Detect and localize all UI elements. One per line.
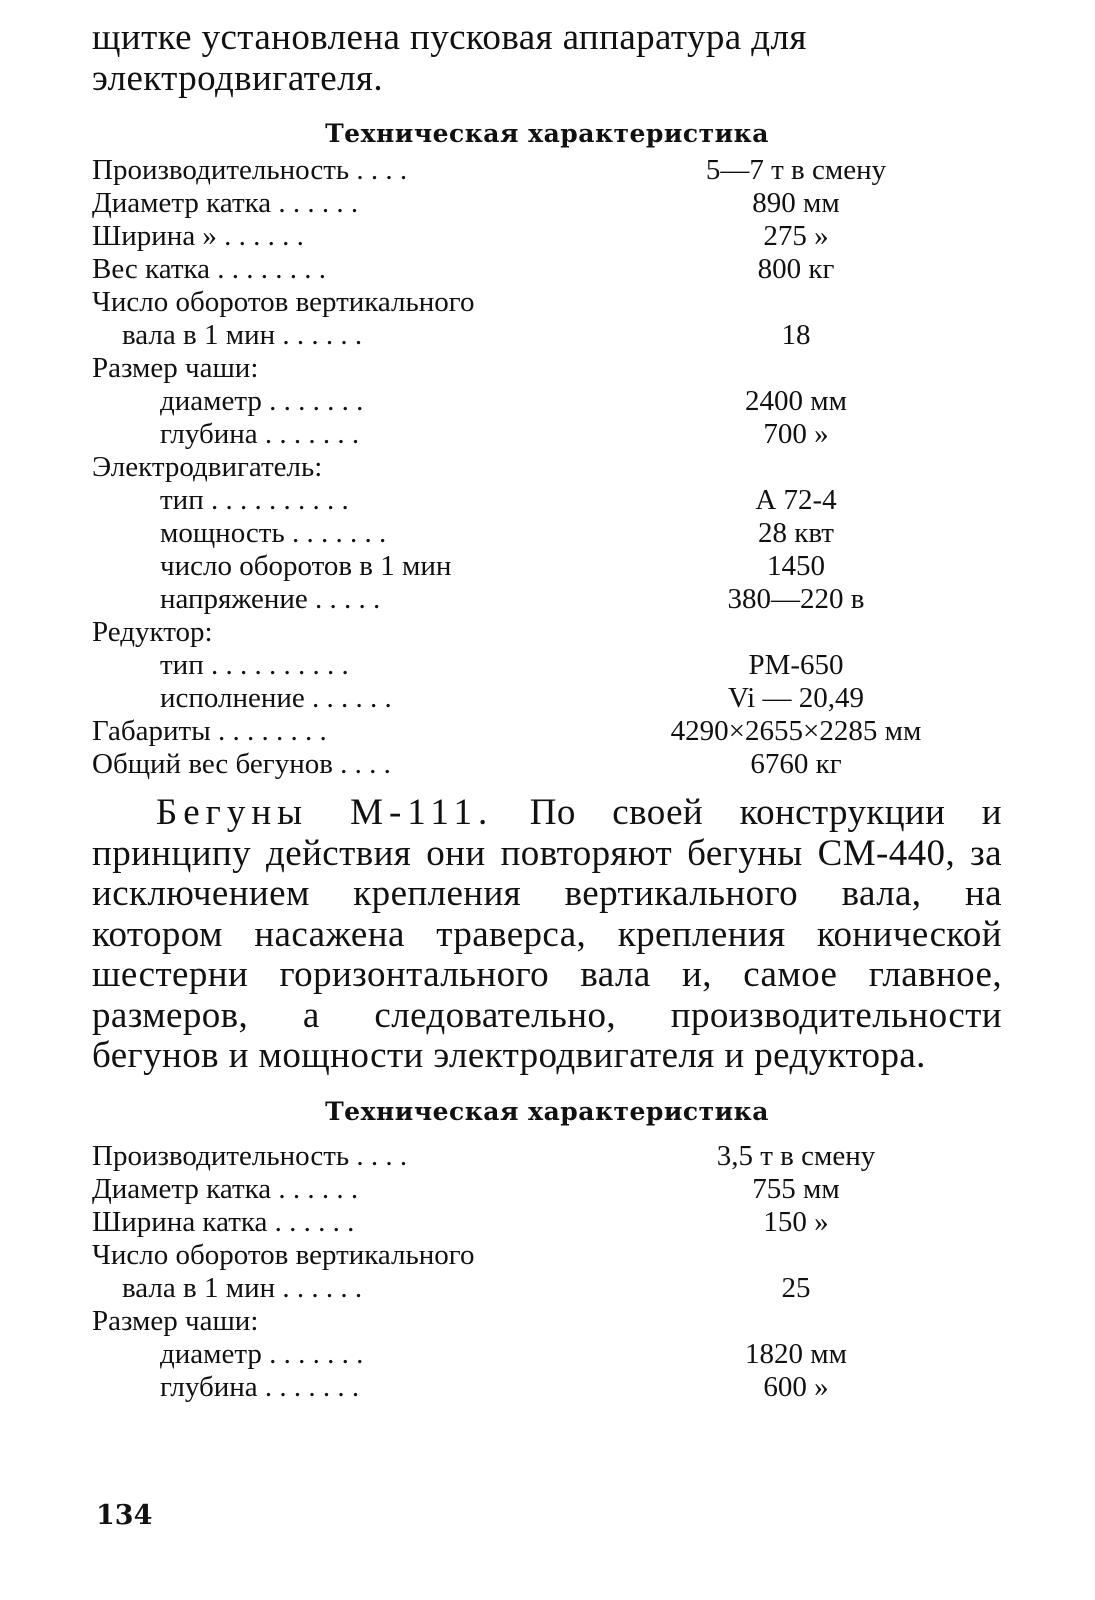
spec-value [650,1239,1002,1272]
page-number: 134 [96,1500,153,1531]
spec2-row [92,1371,1002,1404]
spec-label: Габариты . . . . . . . . [92,715,327,747]
spec1-row [92,319,1002,352]
spec-label: Ширина катка . . . . . . [92,1205,355,1238]
spec2-row [92,1140,1002,1173]
spec1-row [92,550,1002,583]
spec-value: 755 мм [752,1172,840,1205]
spec-label: Общий вес бегунов . . . . [92,748,391,780]
begun-m111-paragraph [92,793,1002,1077]
spec-label: диаметр . . . . . . . [160,385,364,417]
spec1-row [92,682,1002,715]
spec-label: Число оборотов вертикального [92,1238,475,1271]
spec-value: 275 » [763,220,829,252]
spec-value: 4290×2655×2285 мм [670,715,922,747]
spec-value: 3,5 т в смену [716,1139,876,1172]
spec1-row [92,517,1002,550]
spec-label: вала в 1 мин . . . . . . [122,1271,363,1304]
spec-value: 2400 мм [745,385,847,417]
paragraph-lead: Бегуны М-111. [156,792,494,833]
spec1-row [92,583,1002,616]
spec1-row [92,649,1002,682]
spec-label: Диаметр катка . . . . . . [92,187,359,219]
spec-value: 150 » [763,1205,829,1238]
spec-value [650,1305,1002,1338]
spec-value [650,451,1002,484]
spec-label: глубина . . . . . . . [160,1370,360,1403]
spec2-row [92,1272,1002,1305]
spec-label: Ширина » . . . . . . [92,220,304,252]
spec-value [650,352,1002,385]
spec-label: тип . . . . . . . . . . [160,649,349,681]
spec-value: 6760 кг [750,748,842,780]
spec-label: Диаметр катка . . . . . . [92,1172,359,1205]
spec2-row [92,1239,1002,1272]
spec-label: Вес катка . . . . . . . . [92,253,327,285]
spec1-row [92,286,1002,319]
spec-label: глубина . . . . . . . [160,418,360,450]
spec1-row [92,352,1002,385]
intro-paragraph: щитке установлена пусковая аппаратура для электродвигателя. [92,17,807,99]
spec-label: число оборотов в 1 мин [160,550,452,582]
spec1-row [92,748,1002,781]
spec-value: 1820 мм [745,1337,847,1370]
spec-value: РМ-650 [748,649,844,681]
spec-label: напряжение . . . . . [160,583,381,615]
spec-value: 25 [781,1271,811,1304]
spec2-row [92,1173,1002,1206]
paragraph-body: По своей конструкции и принципу действия они повторяют бегуны СМ-440, за исключением крепления вертикального вала, на котором насажена траверса, крепления конической шестерни горизонтального вала и, самое главное, размеров, а следовательно, производительности бегунов и мощности электродвигателя и редуктора. [92,792,1002,1076]
spec-label: Размер чаши: [92,1304,259,1337]
spec-value: А 72-4 [755,484,837,516]
spec-value: 800 кг [757,253,835,285]
spec-value: 600 » [763,1370,829,1403]
spec1-row [92,385,1002,418]
spec-value: 5—7 т в смену [705,154,887,186]
spec2-row [92,1206,1002,1239]
spec-value: Vi — 20,49 [727,682,864,714]
spec-label: Число оборотов вертикального [92,286,475,318]
spec-value: 380—220 в [727,583,865,615]
spec2-row [92,1338,1002,1371]
spec1-table [92,154,1002,781]
spec1-row [92,253,1002,286]
spec1-row [92,616,1002,649]
spec1-row [92,220,1002,253]
spec-label: Размер чаши: [92,352,259,384]
spec-value: 18 [781,319,811,351]
spec-label: Редуктор: [92,616,213,648]
spec2-row [92,1305,1002,1338]
spec2-table [92,1140,1002,1404]
spec1-row [92,187,1002,220]
spec1-row [92,451,1002,484]
spec-label: Производительность . . . . [92,154,408,186]
spec-value [650,616,1002,649]
spec-value: 890 мм [752,187,840,219]
spec2-heading: Техническая характеристика [325,1096,769,1126]
spec-label: диаметр . . . . . . . [160,1337,364,1370]
spec1-row [92,484,1002,517]
spec-label: тип . . . . . . . . . . [160,484,349,516]
spec1-row [92,154,1002,187]
spec-value: 1450 [767,550,825,582]
spec1-row [92,418,1002,451]
spec-label: мощность . . . . . . . [160,517,387,549]
spec1-row [92,715,1002,748]
spec-value: 28 квт [758,517,834,549]
spec-label: Электродвигатель: [92,451,323,483]
spec-value: 700 » [763,418,829,450]
spec-label: Производительность . . . . [92,1139,408,1172]
spec1-heading: Техническая характеристика [325,119,769,148]
spec-value [650,286,1002,319]
spec-label: исполнение . . . . . . [160,682,392,714]
spec-label: вала в 1 мин . . . . . . [122,319,363,351]
book-page [92,18,1002,1404]
